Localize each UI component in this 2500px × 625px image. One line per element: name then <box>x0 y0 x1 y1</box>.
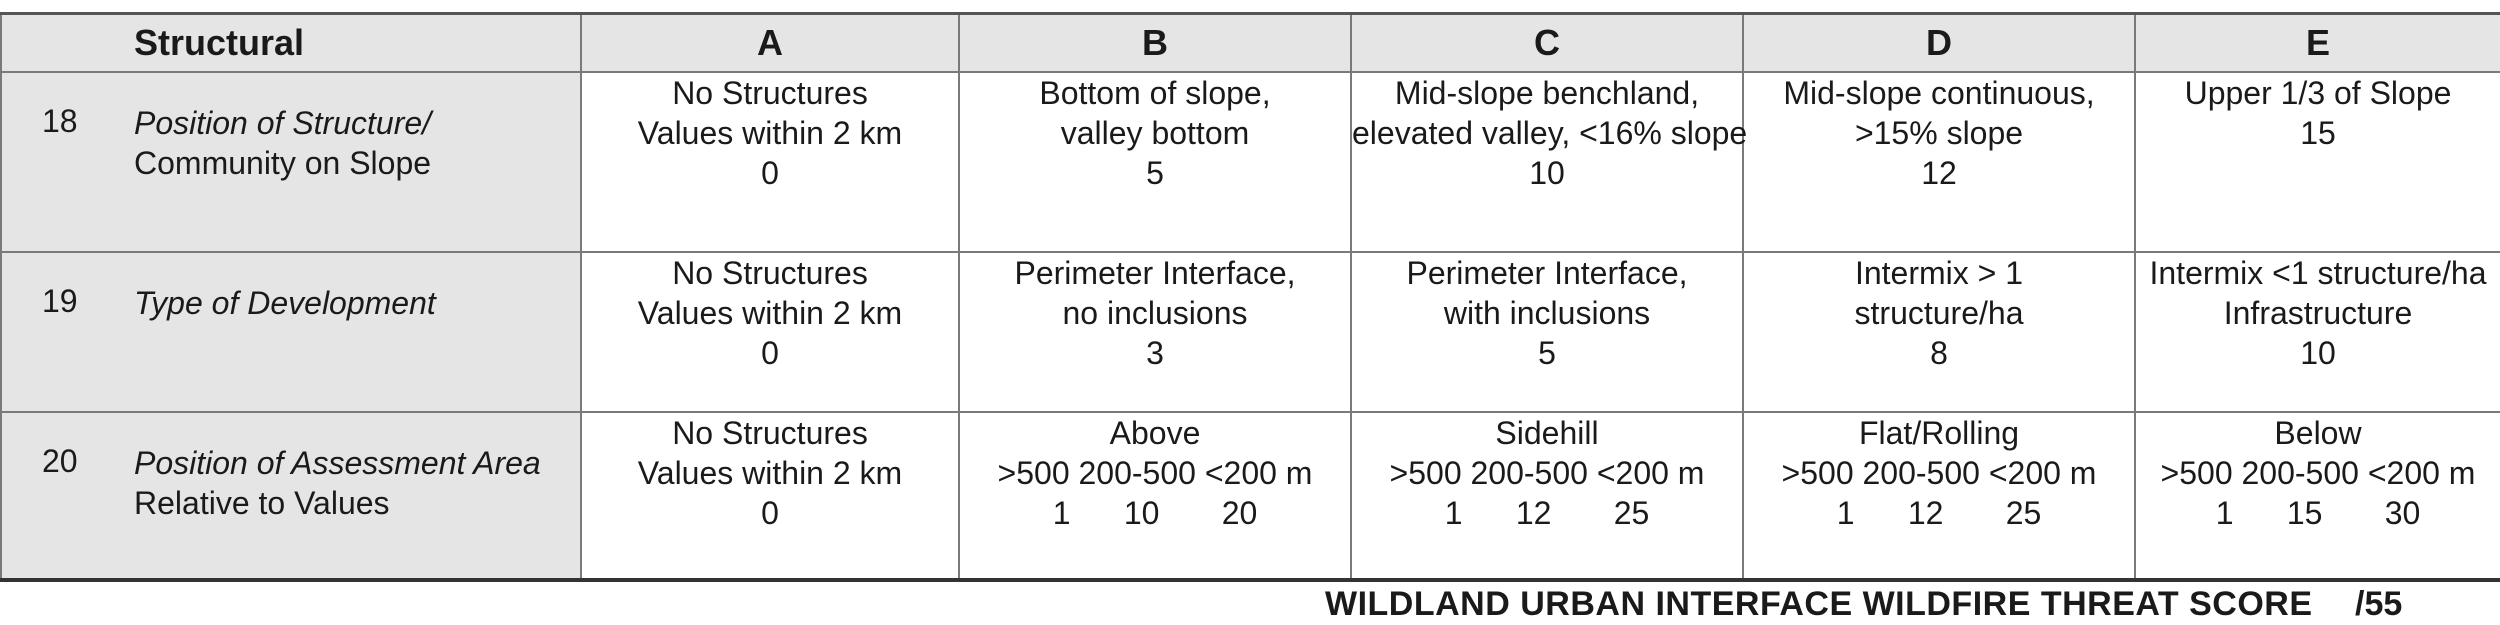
factor-cell <box>1 252 581 412</box>
option-cell-a <box>581 72 959 252</box>
header-col-b: B <box>959 14 1351 73</box>
option-cell-a <box>581 412 959 580</box>
option-cell-c <box>1351 252 1743 412</box>
option-cell-e <box>2135 412 2500 580</box>
option-scores: 1 12 25 <box>1836 495 2042 531</box>
option-line: Bottom of slope, <box>1039 75 1271 111</box>
option-line: Values within 2 km <box>637 455 903 491</box>
option-cell-b <box>959 252 1351 412</box>
option-score: 10 <box>1529 155 1565 191</box>
option-line: valley bottom <box>1060 115 1250 151</box>
option-line: Infrastructure <box>2223 295 2413 331</box>
threat-score-label: WILDLAND URBAN INTERFACE WILDFIRE THREAT SCORE <box>1325 585 2313 623</box>
option-scores: 1 15 30 <box>2215 495 2421 531</box>
option-line: >500 200-500 <200 m <box>1389 455 1705 491</box>
option-line: structure/ha <box>1854 295 2024 331</box>
factor-subtitle: Community on Slope <box>134 145 432 181</box>
header-col-d: D <box>1743 14 2135 73</box>
factor-title: Type of Development <box>134 285 436 321</box>
option-line: Sidehill <box>1495 415 1599 451</box>
row-number: 18 <box>42 103 78 139</box>
option-cell-d <box>1743 72 2135 252</box>
option-line: Flat/Rolling <box>1858 415 2020 451</box>
option-line: Intermix > 1 <box>1854 255 2024 291</box>
option-line: No Structures <box>672 255 868 291</box>
option-cell-d <box>1743 252 2135 412</box>
option-score: 15 <box>2300 115 2336 151</box>
row-number: 20 <box>42 443 78 479</box>
header-structural-label: Structural <box>134 22 305 63</box>
option-line: with inclusions <box>1443 295 1651 331</box>
option-cell-c <box>1351 412 1743 580</box>
header-row <box>1 14 2500 73</box>
option-line: >500 200-500 <200 m <box>2160 455 2476 491</box>
option-line: Values within 2 km <box>637 295 903 331</box>
option-line: No Structures <box>672 415 868 451</box>
header-col-c: C <box>1351 14 1743 73</box>
option-scores: 1 12 25 <box>1444 495 1650 531</box>
factor-title: Position of Structure/ <box>134 105 432 141</box>
option-score: 8 <box>1930 335 1948 371</box>
factor-cell <box>1 412 581 580</box>
option-score: 5 <box>1538 335 1556 371</box>
option-score: 12 <box>1921 155 1957 191</box>
option-score: 0 <box>761 495 779 531</box>
row-number: 19 <box>42 283 78 319</box>
option-score: 0 <box>761 155 779 191</box>
option-score: 0 <box>761 335 779 371</box>
option-line: Upper 1/3 of Slope <box>2184 75 2452 111</box>
threat-score-total: /55 <box>2355 585 2403 623</box>
structural-factors-table <box>0 12 2500 582</box>
option-line: Values within 2 km <box>637 115 903 151</box>
option-cell-d <box>1743 412 2135 580</box>
factor-label <box>134 443 541 523</box>
option-line: >500 200-500 <200 m <box>1781 455 2097 491</box>
option-scores: 1 10 20 <box>1052 495 1258 531</box>
option-line: >15% slope <box>1854 115 2024 151</box>
header-structural <box>1 14 581 73</box>
factor-label <box>134 103 431 183</box>
option-line: Mid-slope benchland, <box>1394 75 1700 111</box>
option-cell-b <box>959 412 1351 580</box>
option-cell-c <box>1351 72 1748 252</box>
option-line: >500 200-500 <200 m <box>997 455 1313 491</box>
option-line: Above <box>1109 415 1201 451</box>
option-line: Mid-slope continuous, <box>1783 75 2095 111</box>
table-row-20 <box>1 412 2500 580</box>
option-line: No Structures <box>672 75 868 111</box>
option-cell-b <box>959 72 1351 252</box>
option-cell-e <box>2135 252 2500 412</box>
option-line: Below <box>2274 415 2362 451</box>
option-cell-a <box>581 252 959 412</box>
option-score: 5 <box>1146 155 1164 191</box>
table-row-19 <box>1 252 2500 412</box>
factor-title: Position of Assessment Area <box>134 445 541 481</box>
option-line: Perimeter Interface, <box>1014 255 1296 291</box>
header-col-e: E <box>2135 14 2500 73</box>
option-line: no inclusions <box>1062 295 1248 331</box>
factor-label <box>134 283 436 323</box>
header-col-a: A <box>581 14 959 73</box>
table-row-18 <box>1 72 2500 252</box>
option-cell-e <box>2135 72 2500 252</box>
factor-cell <box>1 72 581 252</box>
factor-subtitle: Relative to Values <box>134 485 390 521</box>
option-line: Perimeter Interface, <box>1406 255 1688 291</box>
option-line: elevated valley, <16% slope <box>1352 115 1748 151</box>
option-line: Intermix <1 structure/ha <box>2149 255 2487 291</box>
option-score: 3 <box>1146 335 1164 371</box>
option-score: 10 <box>2300 335 2336 371</box>
